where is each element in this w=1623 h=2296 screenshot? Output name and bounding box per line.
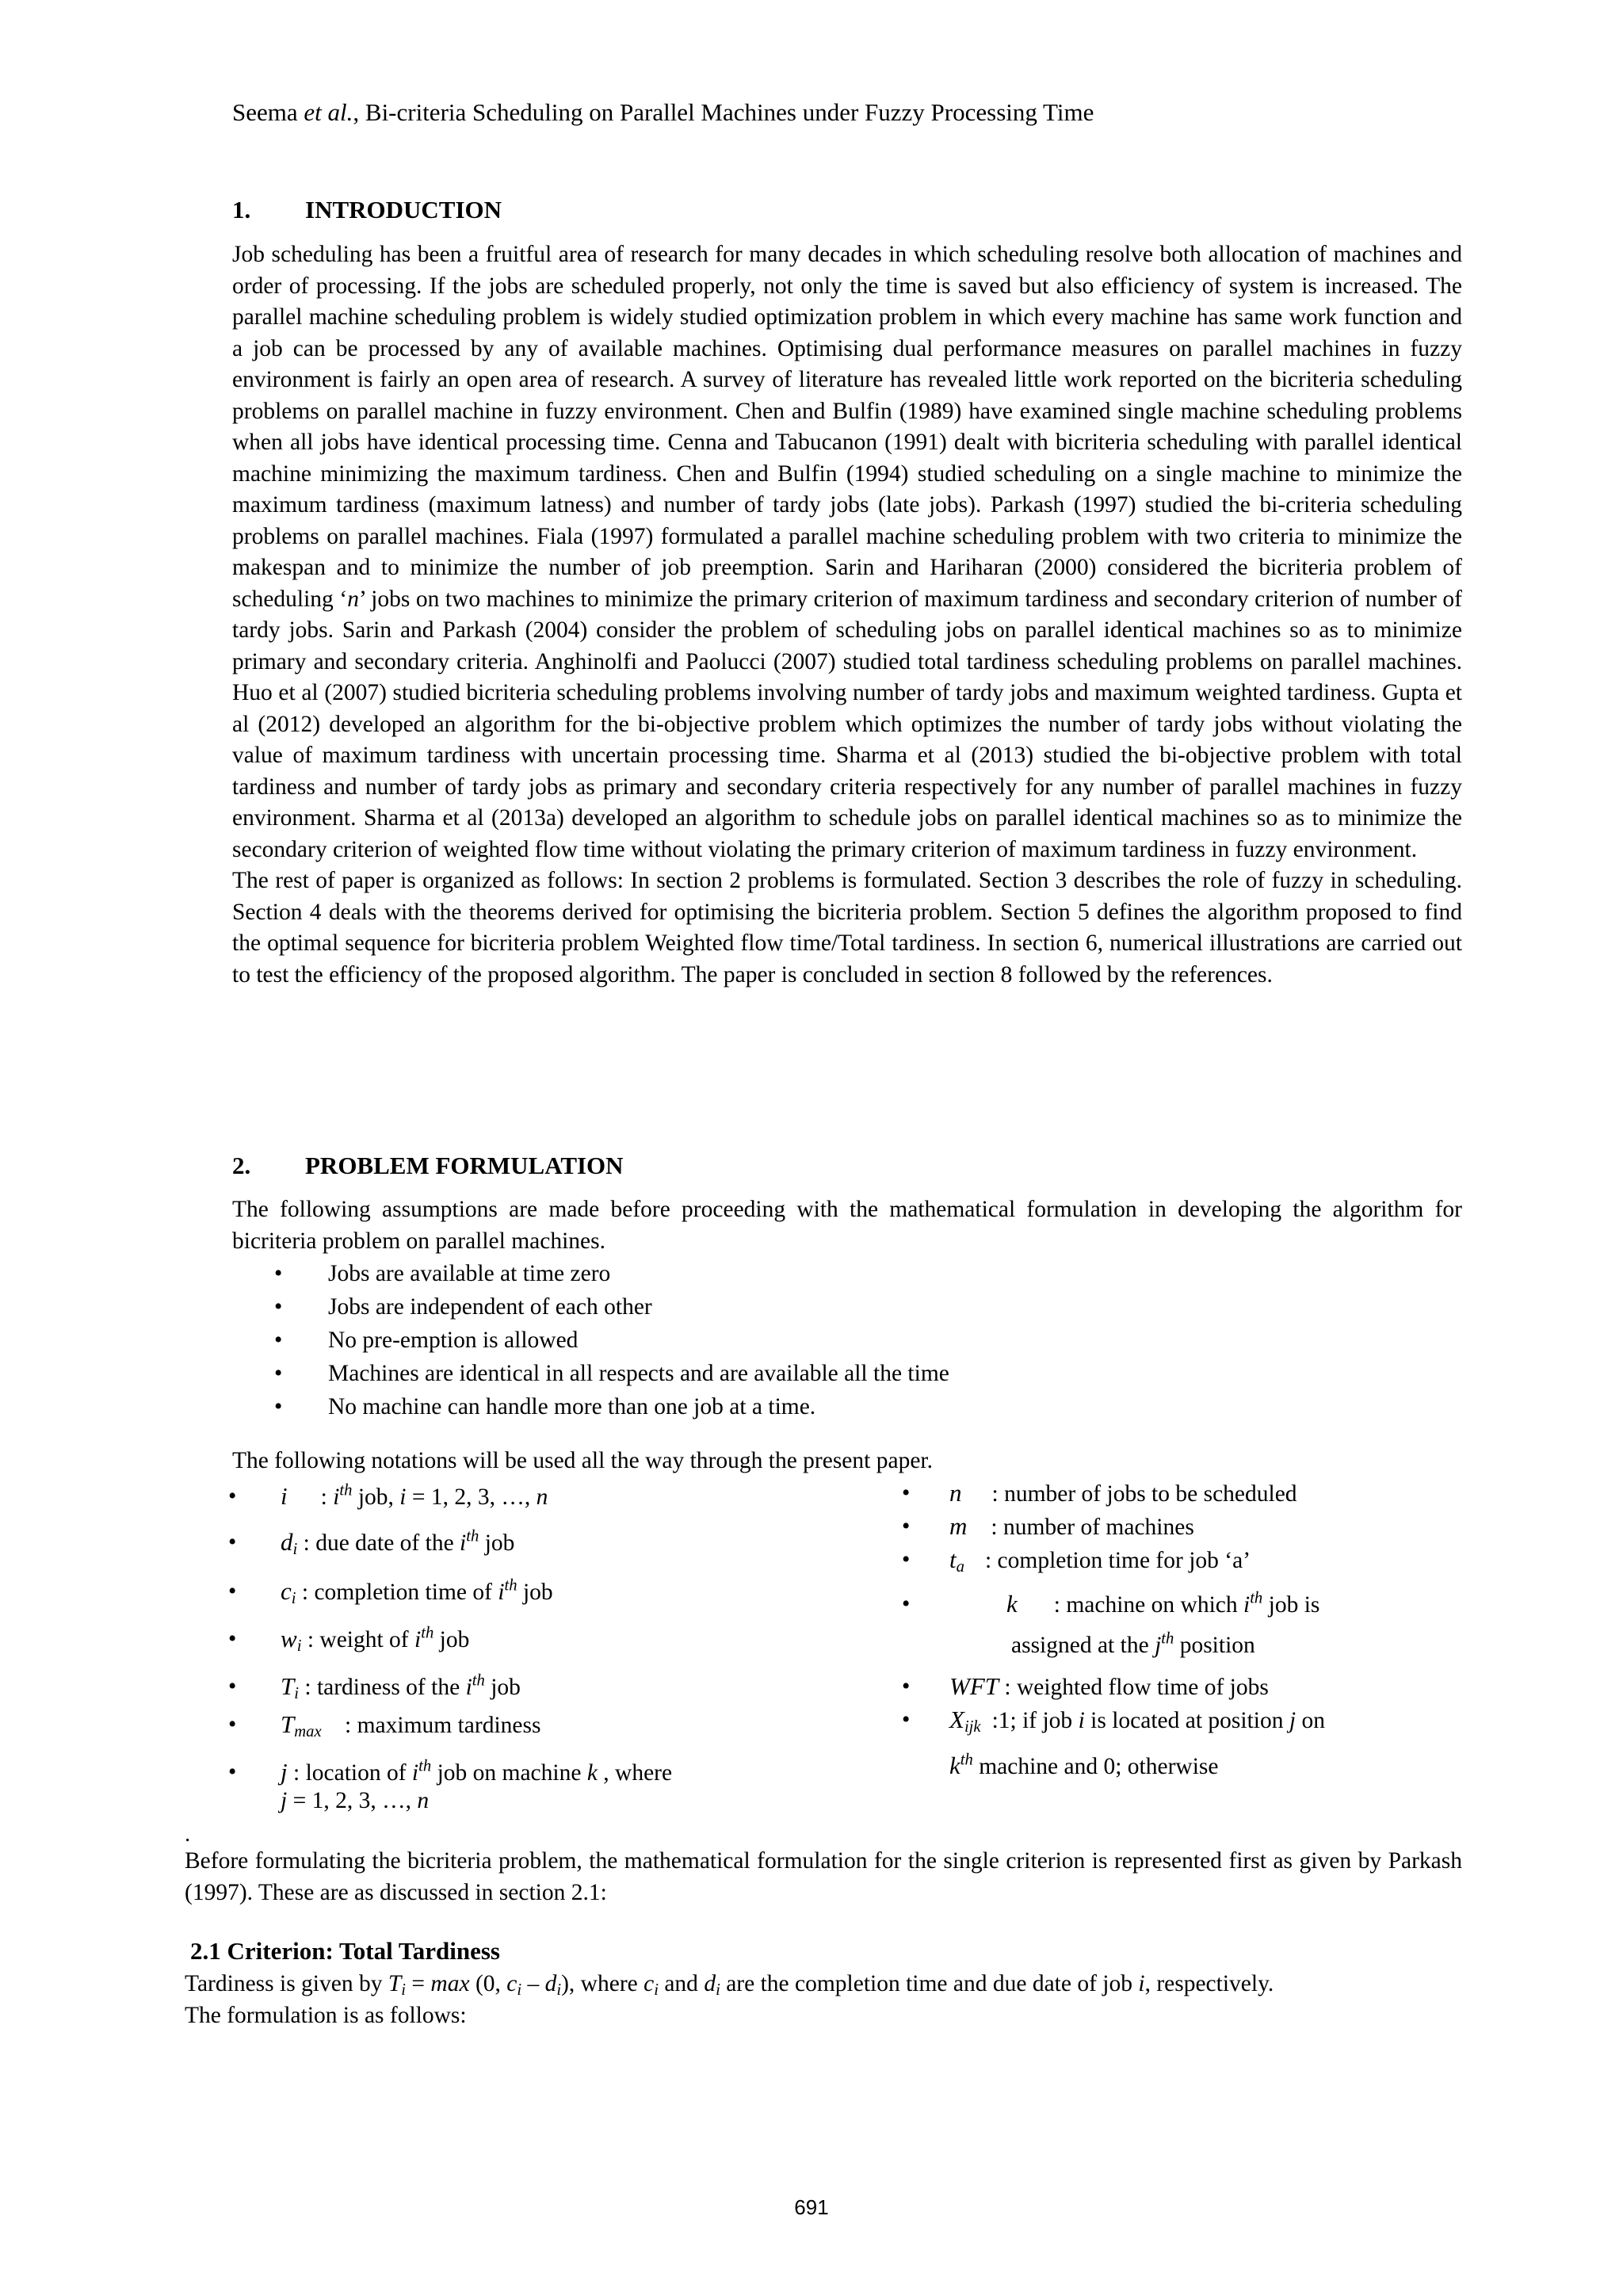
introduction-body [232, 239, 1462, 991]
stray-dot: . [185, 1821, 191, 1847]
bullet-glyph: • [228, 1579, 237, 1604]
notation-text: job [484, 1675, 521, 1700]
symbol-k: k [1006, 1590, 1018, 1618]
formulation-line: The formulation is as follows: [185, 2003, 467, 2028]
bullet-glyph: • [902, 1514, 911, 1539]
notation-text: : completion time for job ‘a’ [984, 1548, 1251, 1573]
running-head-etal: et al. [304, 98, 353, 126]
assumption-item: • Jobs are independent of each other [274, 1290, 949, 1324]
superscript-th: th [418, 1757, 432, 1775]
notation-italic: i [460, 1530, 467, 1556]
bullet-glyph: • [228, 1626, 237, 1652]
page-number: 691 [794, 2195, 829, 2219]
section-1-heading [232, 196, 502, 224]
subscript-a: a [956, 1558, 964, 1576]
superscript-th: th [421, 1624, 434, 1642]
intro-n: n [347, 586, 359, 612]
notation-text: = 1, 2, 3, …, [406, 1484, 537, 1510]
symbol-x: X [949, 1706, 964, 1733]
running-head [232, 98, 1094, 127]
notation-text: : weight of [307, 1627, 414, 1652]
text-run: – [521, 1971, 545, 1996]
symbol-T: T [281, 1672, 295, 1700]
notation-italic: j [1155, 1633, 1162, 1658]
notation-text: job [479, 1530, 515, 1556]
math-sub: i [517, 1981, 522, 2000]
notation-italic: i [498, 1580, 505, 1605]
notation-intro-text: The following notations will be used all the way through the present paper. [232, 1448, 933, 1473]
subscript-i: i [296, 1637, 302, 1656]
notation-italic: n [417, 1788, 430, 1813]
superscript-th: th [1250, 1589, 1263, 1607]
superscript-th: th [472, 1671, 485, 1690]
superscript-th: th [504, 1576, 517, 1595]
formulation-intro [232, 1194, 1462, 1257]
subsection-2-1-title: 2.1 Criterion: Total Tardiness [190, 1937, 500, 1965]
formulation-intro-text: The following assumptions are made before proceeding with the mathematical formulation in developing the algorithm for bicriteria problem on parallel machines. [232, 1197, 1462, 1254]
running-head-authors: Seema [232, 98, 298, 126]
notation-text: job [433, 1627, 470, 1652]
notation-italic: i [465, 1675, 472, 1700]
notation-text: job is [1262, 1592, 1320, 1618]
assumption-item: • Machines are identical in all respects and are available all the time [274, 1357, 949, 1390]
text-run: ), where [561, 1971, 644, 1996]
symbol-m: m [949, 1512, 968, 1540]
subscript-i: i [291, 1590, 296, 1608]
notation-intro [232, 1446, 1462, 1477]
text-run: and [658, 1971, 705, 1996]
math-c: c [643, 1971, 655, 1996]
symbol-n: n [949, 1479, 962, 1507]
notation-text: : tardiness of the [304, 1675, 466, 1700]
subscript-max: max [294, 1723, 322, 1741]
symbol-j: j [281, 1758, 288, 1786]
bullet-glyph: • [228, 1674, 237, 1699]
superscript-th: th [466, 1527, 479, 1545]
notation-text: job, [352, 1484, 400, 1510]
notation-italic: i [1243, 1592, 1251, 1618]
intro-text-b: ’ jobs on two machines to minimize the primary criterion of maximum tardiness and secondary criterion of number of tardy jobs. Sarin and Parkash (2004) consider the problem of scheduling jobs on parallel identical machines so as to minimize primary and secondary criteria. Anghinolfi and Paolucci (2007) studied total tardiness scheduling problems on parallel machines. Huo et al (2007) studied bicriteria scheduling problems involving number of tardy jobs and maximum weighted tardiness. Gupta et al (2012) developed an algorithm for the bi-objective problem which optimizes the number of tardy jobs without violating the value of maximum tardiness with uncertain processing time. Sharma et al (2013) studied the bi-objective problem with total tardiness and number of tardy jobs as primary and secondary criteria respectively for any number of parallel machines in fuzzy environment. Sharma et al (2013a) developed an algorithm to schedule jobs on parallel identical machines so as to minimize the secondary criterion of weighted flow time without violating the primary criterion of maximum tardiness in fuzzy environment. [232, 586, 1462, 862]
notation-text: : weighted flow time of jobs [1004, 1675, 1269, 1700]
text-run: are the completion time and due date of job [720, 1971, 1139, 1996]
bullet-glyph: • [902, 1547, 911, 1572]
notation-text: : number of jobs to be scheduled [991, 1481, 1297, 1507]
notation-italic: n [536, 1484, 548, 1510]
introduction-paragraph-1 [232, 239, 1462, 865]
math-d: d [544, 1971, 557, 1996]
notation-italic: i [414, 1627, 422, 1652]
notation-text: : machine on which [1053, 1592, 1243, 1618]
superscript-th: th [339, 1481, 353, 1499]
subscript-i: i [292, 1541, 298, 1559]
math-sub: i [401, 1981, 407, 2000]
notation-text: , where [597, 1760, 673, 1786]
section-2-title: PROBLEM FORMULATION [305, 1152, 624, 1179]
notation-text: is located at position [1084, 1708, 1289, 1733]
subscript-i: i [294, 1685, 299, 1703]
symbol-wft: WFT [949, 1672, 999, 1700]
text-run: Tardiness is given by [185, 1971, 388, 1996]
bullet-glyph: • [902, 1591, 911, 1617]
superscript-th: th [960, 1751, 973, 1769]
subscript-ijk: ijk [964, 1718, 981, 1736]
symbol-t: t [949, 1545, 957, 1573]
assumptions-list [274, 1257, 949, 1423]
math-max: max [430, 1971, 470, 1996]
notation-text: job [517, 1580, 553, 1605]
introduction-paragraph-2: The rest of paper is organized as follows: In section 2 problems is formulated. Section 3 describes the role of fuzzy in scheduling. Section 4 deals with the theorems derived for optimising the bicriteria problem. Section 5 defines the algorithm proposed to find the optimal sequence for bicriteria problem Weighted flow time/Total tardiness. In section 6, numerical illustrations are carried out to test the efficiency of the proposed algorithm. The paper is concluded in section 8 followed by the references. [232, 868, 1462, 988]
symbol-c: c [281, 1577, 292, 1605]
symbol-d: d [281, 1528, 293, 1556]
bullet-glyph: • [228, 1759, 237, 1785]
notation-text: position [1174, 1633, 1255, 1658]
section-2-number: 2. [232, 1152, 251, 1179]
bullet-glyph: • [902, 1674, 911, 1699]
notation-text: : location of [287, 1760, 412, 1786]
bullet-glyph: • [228, 1484, 237, 1509]
notation-italic: j [281, 1788, 288, 1813]
notation-text: on [1296, 1708, 1325, 1733]
symbol-T: T [281, 1710, 295, 1738]
notation-text: job on machine [431, 1760, 587, 1786]
tardiness-definition [185, 1968, 1462, 2031]
math-d: d [704, 1971, 716, 1996]
notation-text: : maximum tardiness [345, 1713, 541, 1738]
bullet-glyph: • [902, 1707, 911, 1733]
assumption-item: • Jobs are available at time zero [274, 1257, 949, 1290]
notation-italic: j [1289, 1708, 1296, 1733]
math-c: c [506, 1971, 517, 1996]
bullet-glyph: • [228, 1712, 237, 1737]
notation-text: : completion time of [301, 1580, 498, 1605]
text-run: = [406, 1971, 431, 1996]
notation-text: : number of machines [991, 1515, 1194, 1540]
text-run: (0, [469, 1971, 507, 1996]
section-2-heading [232, 1152, 624, 1180]
notation-text: : due date of the [303, 1530, 460, 1556]
math-sub: i [716, 1981, 720, 2000]
symbol-i: i [281, 1482, 288, 1510]
notation-italic: i [1078, 1708, 1085, 1733]
math-i: i [1138, 1971, 1145, 1996]
bullet-glyph: • [228, 1530, 237, 1555]
assumption-item: • No pre-emption is allowed [274, 1324, 949, 1357]
notation-text: = 1, 2, 3, …, [287, 1788, 418, 1813]
before-formulation: Before formulating the bicriteria problem, the mathematical formulation for the single criterion is represented first as given by Parkash (1997). These are as discussed in section 2.1: [185, 1848, 1462, 1905]
text-run: , respectively. [1144, 1971, 1274, 1996]
assumption-item: • No machine can handle more than one job at a time. [274, 1390, 949, 1423]
symbol-w: w [281, 1625, 297, 1652]
notation-italic: k [949, 1752, 960, 1779]
notation-colon: : [320, 1484, 334, 1510]
math-sub: i [556, 1981, 562, 2000]
notation-text: machine and 0; otherwise [972, 1754, 1219, 1779]
math-T: T [388, 1971, 402, 1996]
notation-italic: k [586, 1760, 598, 1786]
running-head-title: , Bi-criteria Scheduling on Parallel Machines under Fuzzy Processing Time [353, 98, 1094, 126]
notation-italic: i [411, 1760, 419, 1786]
math-sub: i [654, 1981, 659, 2000]
notation-text: assigned at the [1011, 1633, 1155, 1658]
section-1-title: INTRODUCTION [305, 196, 502, 223]
bullet-glyph: • [902, 1480, 911, 1506]
superscript-th: th [1161, 1629, 1174, 1648]
intro-text-a: Job scheduling has been a fruitful area of research for many decades in which scheduling resolve both allocation of machines and order of processing. If the jobs are scheduled properly, not only the time is saved but also efficiency of system is increased. The parallel machine scheduling problem is widely studied optimization problem in which every machine has same work function and a job can be processed by any of available machines. Optimising dual performance measures on parallel machines in fuzzy environment is fairly an open area of research. A survey of literature has revealed little work reported on the bicriteria scheduling problems on parallel machine in fuzzy environment. Chen and Bulfin (1989) have examined single machine scheduling problems when all jobs have identical processing time. Cenna and Tabucanon (1991) dealt with bicriteria scheduling with parallel identical machine minimizing the maximum tardiness. Chen and Bulfin (1994) studied scheduling on a single machine to minimize the maximum tardiness (maximum latness) and number of tardy jobs (late jobs). Parkash (1997) studied the bi-criteria scheduling problems on parallel machines. Fiala (1997) formulated a parallel machine scheduling problem with two criteria to minimize the makespan and to minimize the number of job preemption. Sarin and Hariharan (2000) considered the bicriteria problem of scheduling ‘ [232, 242, 1462, 612]
notation-italic: i [399, 1484, 407, 1510]
notation-text: :1; if job [991, 1708, 1079, 1733]
notation-italic: i [333, 1484, 340, 1510]
section-1-number: 1. [232, 196, 251, 223]
